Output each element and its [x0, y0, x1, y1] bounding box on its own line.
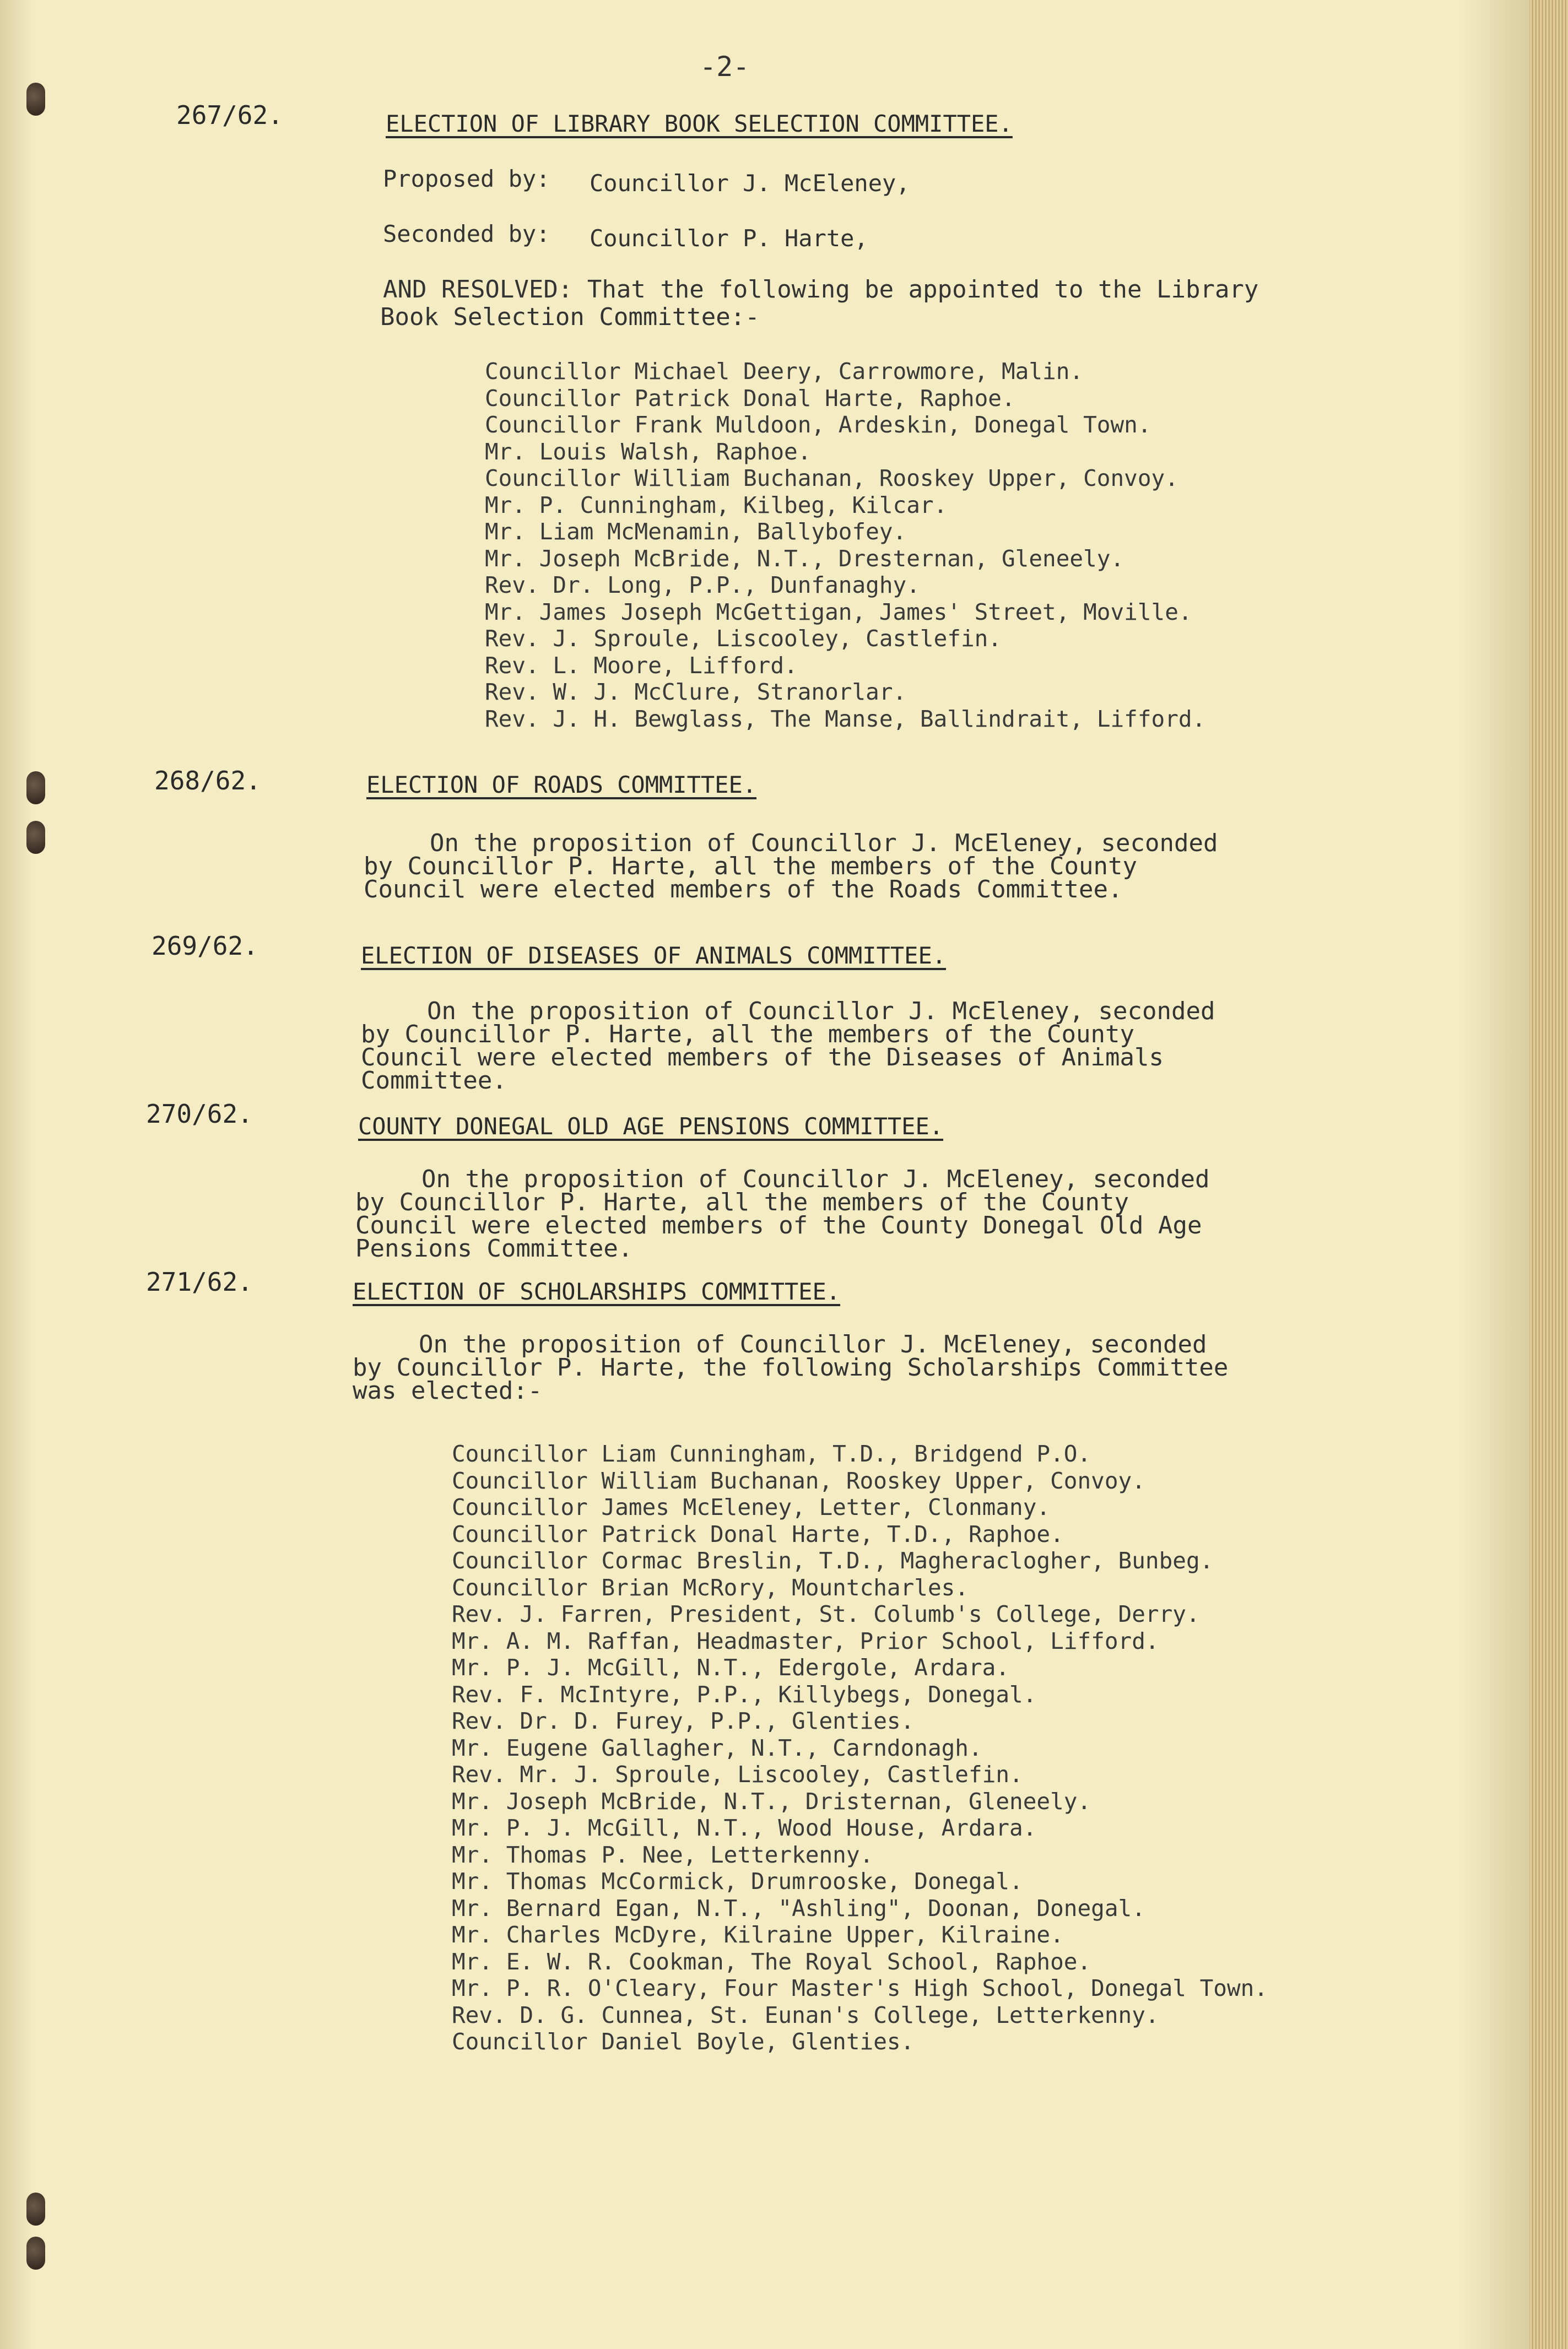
- member-list: [452, 1441, 1268, 2055]
- member-entry: Rev. Mr. J. Sproule, Liscooley, Castlefin.: [452, 1761, 1023, 1788]
- member-entry: Councillor William Buchanan, Rooskey Upper, Convoy.: [485, 465, 1178, 491]
- member-entry: Councillor Patrick Donal Harte, T.D., Raphoe.: [452, 1520, 1064, 1547]
- member-entry: Councillor James McEleney, Letter, Clonmany.: [452, 1494, 1051, 1520]
- minute-number: 269/62.: [152, 931, 258, 961]
- resolution-paragraph: [353, 1330, 1234, 1405]
- section-heading: ELECTION OF DISEASES OF ANIMALS COMMITTEE.: [361, 942, 947, 969]
- resolution-text: Book Selection Committee:-: [380, 303, 760, 331]
- member-entry: Mr. Liam McMenamin, Ballybofey.: [485, 518, 907, 545]
- minute-number: 267/62.: [176, 100, 283, 130]
- resolution-text: On the proposition of Councillor J. McEleney, seconded by Councillor P. Harte, all the members of the County Council were elected members of the County Donegal Old Age Pensions Committee.: [355, 1165, 1210, 1263]
- member-entry: Mr. P. J. McGill, N.T., Wood House, Ardara.: [452, 1815, 1037, 1841]
- member-entry: Councillor Daniel Boyle, Glenties.: [452, 2028, 915, 2055]
- member-entry: Rev. J. H. Bewglass, The Manse, Ballindrait, Lifford.: [485, 705, 1206, 732]
- binding-ring: [26, 821, 45, 854]
- member-entry: Mr. Joseph McBride, N.T., Dristernan, Gleneely.: [452, 1788, 1091, 1815]
- section-heading: ELECTION OF SCHOLARSHIPS COMMITTEE.: [353, 1278, 841, 1305]
- binding-ring: [26, 2193, 45, 2226]
- member-list: [485, 358, 1205, 732]
- member-entry: Rev. J. Farren, President, St. Columb's College, Derry.: [452, 1601, 1200, 1627]
- resolution-paragraph: [364, 829, 1245, 903]
- member-entry: Rev. J. Sproule, Liscooley, Castlefin.: [485, 625, 1002, 652]
- member-entry: Councillor Cormac Breslin, T.D., Magheraclogher, Bunbeg.: [452, 1547, 1214, 1574]
- resolution-paragraph: [361, 997, 1242, 1095]
- resolution-text: On the proposition of Councillor J. McEleney, seconded by Councillor P. Harte, all the members of the County Council were elected members of the Diseases of Animals Committee.: [361, 997, 1215, 1095]
- member-entry: Mr. P. J. McGill, N.T., Edergole, Ardara.: [452, 1654, 1010, 1681]
- member-entry: Rev. Dr. D. Furey, P.P., Glenties.: [452, 1708, 915, 1734]
- member-entry: Mr. Charles McDyre, Kilraine Upper, Kilraine.: [452, 1922, 1064, 1948]
- member-entry: Mr. P. Cunningham, Kilbeg, Kilcar.: [485, 491, 948, 518]
- proposed-label: Proposed by:: [383, 165, 550, 192]
- page-number: -2-: [700, 51, 750, 83]
- member-entry: Rev. Dr. Long, P.P., Dunfanaghy.: [485, 572, 920, 598]
- binding-ring: [26, 83, 45, 116]
- section-heading: ELECTION OF ROADS COMMITTEE.: [366, 771, 757, 798]
- binding-ring: [26, 2237, 45, 2270]
- member-entry: Mr. Bernard Egan, N.T., "Ashling", Doonan, Donegal.: [452, 1895, 1145, 1922]
- resolution-text: On the proposition of Councillor J. McEleney, seconded by Councillor P. Harte, all the members of the County Council were elected members of the Roads Committee.: [364, 829, 1218, 903]
- member-entry: Councillor Brian McRory, Mountcharles.: [452, 1574, 969, 1601]
- resolution-text: AND RESOLVED: That the following be appointed to the Library: [383, 275, 1259, 304]
- resolution-paragraph: [355, 1165, 1237, 1263]
- member-entry: Mr. James Joseph McGettigan, James' Street, Moville.: [485, 598, 1192, 625]
- member-entry: Councillor William Buchanan, Rooskey Upper, Convoy.: [452, 1467, 1145, 1494]
- minute-number: 270/62.: [146, 1099, 253, 1129]
- seconded-label: Seconded by:: [383, 220, 550, 247]
- member-entry: Mr. Joseph McBride, N.T., Dresternan, Gleneely.: [485, 545, 1124, 572]
- seconded-by: Councillor P. Harte,: [590, 225, 868, 252]
- member-entry: Rev. L. Moore, Lifford.: [485, 652, 798, 679]
- proposed-by: Councillor J. McEleney,: [590, 170, 910, 197]
- member-entry: Rev. D. G. Cunnea, St. Eunan's College, Letterkenny.: [452, 2001, 1159, 2028]
- section-heading: COUNTY DONEGAL OLD AGE PENSIONS COMMITTEE.: [358, 1113, 944, 1140]
- member-entry: Councillor Frank Muldoon, Ardeskin, Donegal Town.: [485, 412, 1151, 438]
- member-entry: Mr. A. M. Raffan, Headmaster, Prior School, Lifford.: [452, 1627, 1159, 1654]
- minute-number: 268/62.: [154, 766, 261, 795]
- member-entry: Mr. P. R. O'Cleary, Four Master's High School, Donegal Town.: [452, 1975, 1268, 2001]
- member-entry: Mr. Louis Walsh, Raphoe.: [485, 438, 812, 465]
- member-entry: Mr. Thomas McCormick, Drumrooske, Donegal.: [452, 1868, 1023, 1895]
- member-entry: Councillor Patrick Donal Harte, Raphoe.: [485, 385, 1015, 412]
- member-entry: Mr. Eugene Gallagher, N.T., Carndonagh.: [452, 1734, 982, 1761]
- minute-number: 271/62.: [146, 1267, 253, 1297]
- member-entry: Councillor Michael Deery, Carrowmore, Malin.: [485, 358, 1084, 385]
- member-entry: Rev. F. McIntyre, P.P., Killybegs, Donegal.: [452, 1681, 1037, 1708]
- book-page-edges: [1529, 0, 1568, 2349]
- member-entry: Mr. Thomas P. Nee, Letterkenny.: [452, 1841, 874, 1868]
- resolution-text: On the proposition of Councillor J. McEleney, seconded by Councillor P. Harte, the following Scholarships Committee was elected:-: [353, 1330, 1229, 1405]
- binding-ring: [26, 771, 45, 804]
- member-entry: Rev. W. J. McClure, Stranorlar.: [485, 679, 907, 705]
- section-heading: ELECTION OF LIBRARY BOOK SELECTION COMMITTEE.: [386, 110, 1013, 137]
- member-entry: Mr. E. W. R. Cookman, The Royal School, Raphoe.: [452, 1948, 1091, 1975]
- member-entry: Councillor Liam Cunningham, T.D., Bridgend P.O.: [452, 1441, 1091, 1467]
